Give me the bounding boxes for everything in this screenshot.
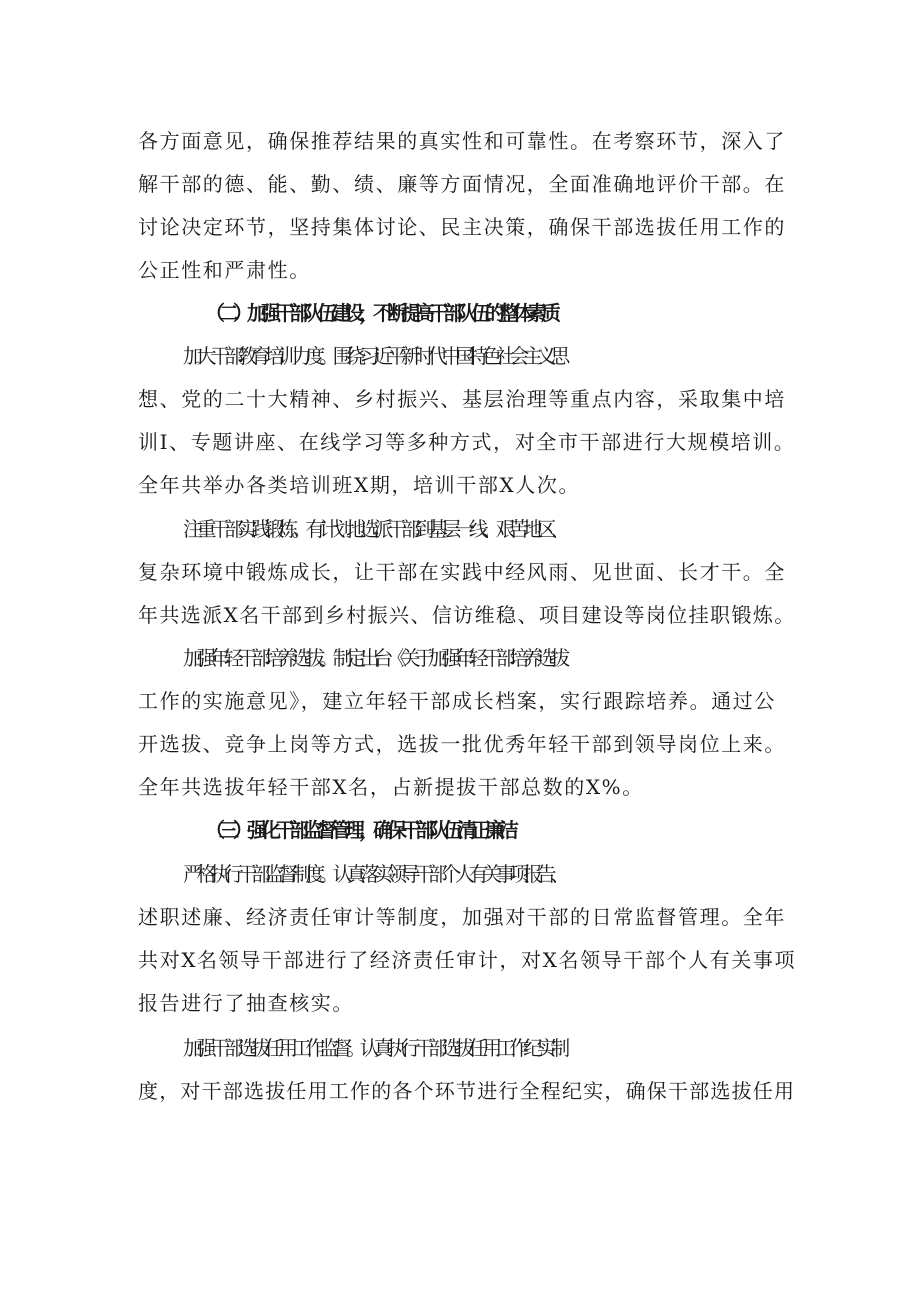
- paragraph-line: 全年共举办各类培训班X期，培训干部X人次。: [138, 473, 581, 497]
- paragraph-line: 报告进行了抽查核实。: [138, 991, 354, 1015]
- paragraph-line: 公正性和严肃性。: [138, 258, 311, 282]
- paragraph-line: 各方面意见，确保推荐结果的真实性和可靠性。在考察环节，深入了: [138, 129, 786, 153]
- paragraph-line: 想、党的二十大精神、乡村振兴、基层治理等重点内容，采取集中培: [138, 387, 786, 411]
- paragraph-line: 开选拔、竞争上岗等方式，选拔一批优秀年轻干部到领导岗位上来。: [138, 732, 786, 756]
- paragraph-line: 复杂环境中锻炼成长，让干部在实践中经风雨、见世面、长才干。全: [138, 560, 786, 584]
- section-heading-2: （二）加强干部队伍建设，不断提高干部队伍的整体素质: [205, 301, 555, 325]
- paragraph-line: 注重干部实践锻炼。有计划地选派干部到基层一线、艰苦地区、: [183, 517, 564, 541]
- paragraph-line: 加大干部教育培训力度。围绕习近平新时代中国特色社会主义思: [183, 344, 564, 368]
- paragraph-line: 加强干部选拔任用工作监督。认真执行干部选拔任用工作纪实制: [183, 1036, 564, 1060]
- paragraph-line: 训I、专题讲座、在线学习等多种方式，对全市干部进行大规模培训。: [138, 430, 796, 454]
- paragraph-line: 讨论决定环节，坚持集体讨论、民主决策，确保干部选拔任用工作的: [138, 215, 786, 239]
- paragraph-line: 严格执行干部监督制度。认真落实领导干部个人有关事项报告、: [183, 862, 564, 886]
- paragraph-line: 加强年轻干部培养选拔。制定出台《关于加强年轻干部培养选拔: [183, 646, 564, 670]
- paragraph-line: 工作的实施意见》，建立年轻干部成长档案，实行跟踪培养。通过公: [138, 689, 776, 713]
- paragraph-line: 年共选派X名干部到乡村振兴、信访维稳、项目建设等岗位挂职锻炼。: [138, 603, 796, 627]
- paragraph-line: 共对X名领导干部进行了经济责任审计，对X名领导干部个人有关事项: [138, 948, 797, 972]
- paragraph-line: 述职述廉、经济责任审计等制度，加强对干部的日常监督管理。全年: [138, 905, 786, 929]
- paragraph-line: 解干部的德、能、勤、绩、廉等方面情况，全面准确地评价干部。在: [138, 172, 786, 196]
- paragraph-line: 全年共选拔年轻干部X名，占新提拔干部总数的X%。: [138, 775, 644, 799]
- section-heading-3: （三）强化干部监督管理，确保干部队伍清正廉洁: [205, 818, 513, 842]
- paragraph-line: 度，对干部选拔任用工作的各个环节进行全程纪实，确保干部选拔任用: [138, 1079, 796, 1103]
